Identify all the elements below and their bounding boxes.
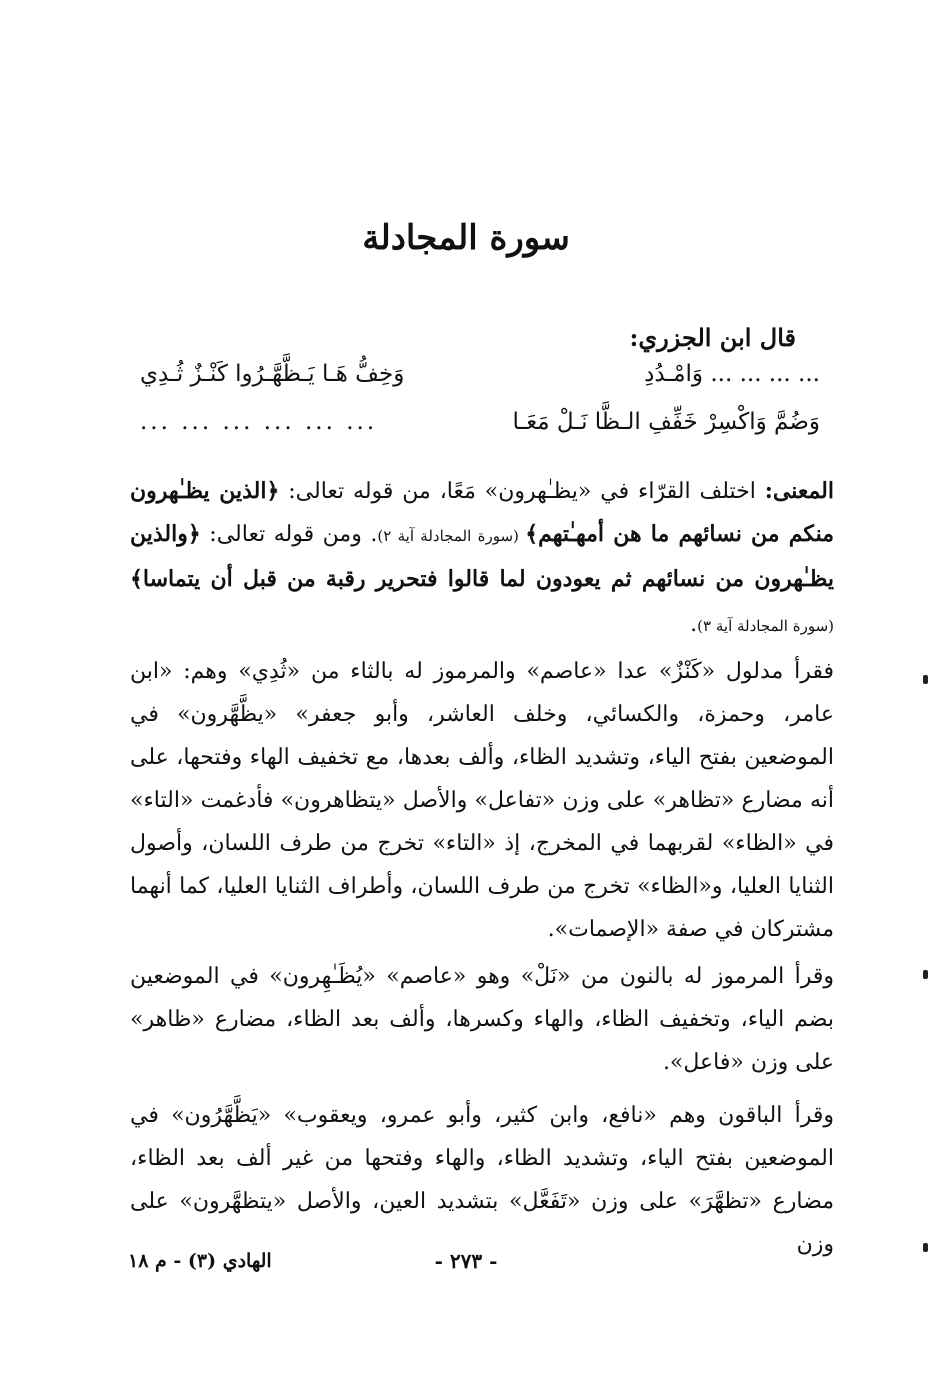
poem-verse-2-first-hemistich: وَضُمَّ وَاكْسِرْ خَفِّفِ الـظَّا نَـلْ مَعَـا <box>512 409 820 435</box>
paragraph-meaning-end: . <box>690 612 698 637</box>
meaning-label: المعنى: <box>764 478 834 504</box>
poem-verse-2-second-hemistich: ... ... ... ... ... ... <box>140 409 378 435</box>
paragraph-meaning-text-a: اختلف القرّاء في «يظـٰهرون» مَعًا، من قوله تعالى: <box>279 479 765 504</box>
paragraph-reading-3: وقرأ الباقون وهم «نافع، وابن كثير، وأبو عمرو، ويعقوب» «يَظَّهَّرُون» في الموضعين بفتح الياء، وتشديد الظاء، والهاء وفتحها من غير ألف بعد الظاء، مضارع «تظهَّرَ» على وزن «تَفَعَّل» بتشديد العين، والأصل «يتظهَّرون» على وزن <box>130 1103 834 1257</box>
paragraph-reading-2: وقرأ المرموز له بالنون من «نَلْ» وهو «عاصم» «يُظَـٰهِرون» في الموضعين بضم الياء، وتخفيف الظاء، والهاء وكسرها، وألف بعد الظاء، مضارع «ظاهر» على وزن «فاعل». <box>130 964 834 1075</box>
margin-mark <box>923 970 928 979</box>
verse-reference-2: (سورة المجادلة آية ٢) <box>377 527 526 545</box>
page-number: - ٢٧٣ - <box>434 1249 498 1273</box>
margin-mark <box>923 675 928 684</box>
margin-mark <box>923 1243 928 1252</box>
surah-title: سورة المجادلة <box>362 218 570 258</box>
quran-quote-verse-3: ﴿والذين يظـٰهرون من نسائهم ثم يعودون لما قالوا فتحرير رقبة من قبل أن يتماسا﴾ <box>130 521 834 592</box>
paragraph-meaning-text-b: . ومن قوله تعالى: <box>200 522 378 547</box>
poem-verse-1 <box>140 352 820 396</box>
verse-reference-3: (سورة المجادلة آية ٣) <box>697 617 834 635</box>
quran-quote-verse-2: ﴿الذين يظـٰهرون منكم من نسائهم ما هن أمهـٰتهم﴾ <box>130 478 834 547</box>
poem-verse-2 <box>140 400 820 444</box>
poem-intro: قال ابن الجزري: <box>629 323 796 352</box>
paragraph-reading-1: فقرأ مدلول «كَنْزٌ» عدا «عاصم» والمرموز له بالثاء من «ثُدِي» وهم: «ابن عامر، وحمزة، والكسائي، وخلف العاشر، وأبو جعفر» «يظَّهَّرون» في الموضعين بفتح الياء، وتشديد الظاء، وألف بعدها، مع تخفيف الهاء وفتحها، على أنه مضارع «تظاهر» على وزن «تفاعل» والأصل «يتظاهرون» فأدغمت «التاء» في «الظاء» لقربهما في المخرج، إذ «التاء» تخرج من طرف اللسان، وأصول الثنايا العليا، و«الظاء» تخرج من طرف اللسان، وأطراف الثنايا العليا، كما أنهما مشتركان في صفة «الإصمات». <box>130 659 834 942</box>
poem-verse-1-second-hemistich: وَخِفُّ هَـا يَـظَّهَّـرُوا كَنْـزٌ ثُـدِي <box>140 361 405 387</box>
paragraph-meaning <box>130 470 834 648</box>
poem-verse-1-first-hemistich: ... ... ... ... وَامْـدُدِ <box>644 361 820 387</box>
signature-mark: الهادي (٣) - م ١٨ <box>128 1250 272 1272</box>
